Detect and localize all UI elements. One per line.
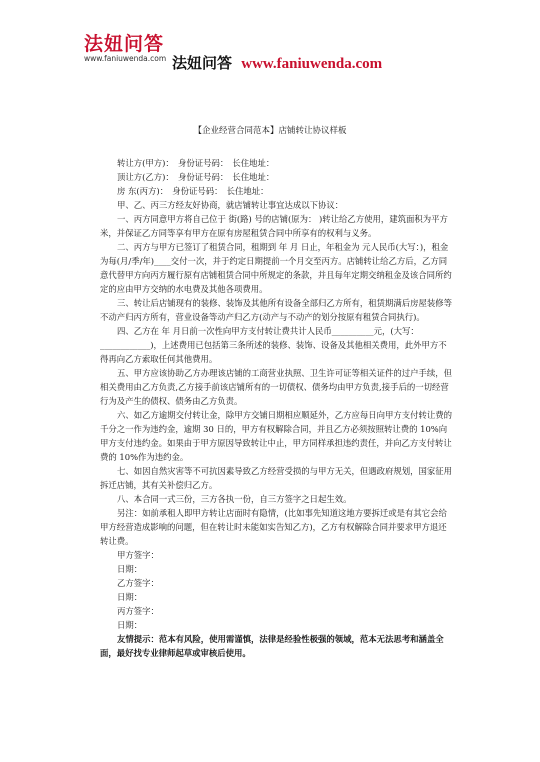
clause-paragraph: 八、本合同一式三份，三方各执一份，自三方签字之日起生效。 xyxy=(117,494,352,504)
clause-paragraph: 三、转让后店铺现有的装修、装饰及其他所有设备全部归乙方所有，租赁期满后房屋装修等不动产归丙方所有，营业设备等动产归乙方(动产与不动产的划分按原有租赁合同执行)。 xyxy=(100,298,452,322)
signature-line: 日期： xyxy=(117,620,143,630)
site-logo[interactable] xyxy=(84,34,168,63)
signature-line: 丙方签字： xyxy=(117,606,159,616)
tip-text: 范本有风险，使用需谨慎，法律是经验性极强的领域，范本无法思考和涵盖全面，最好找专业律师起草或审核后使用。 xyxy=(100,634,444,658)
tip-label: 友情提示： xyxy=(117,634,159,644)
intro-paragraph: 甲、乙、丙三方经友好协商，就店铺转让事宜达成以下协议： xyxy=(117,200,344,210)
brand-url[interactable]: www.faniuwenda.com xyxy=(241,56,383,72)
signature-line: 甲方签字： xyxy=(117,550,159,560)
clause-paragraph: 六、如乙方逾期交付转让金，除甲方交铺日期相应顺延外，乙方应每日向甲方支付转让费的千分之一作为违约金，逾期 30 日的，甲方有权解除合同，并且乙方必须按照转让费的 10%向甲方支付违约金。如果由于甲方原因导致转让中止，甲方同样承担违约责任，并向乙方支付转让费的 10%作为违约金。 xyxy=(100,410,452,462)
brand-header xyxy=(172,52,382,73)
clause-paragraph: 四、乙方在 年 月日前一次性向甲方支付转让费共计人民币__________元，(大写：____________)，上述费用已包括第三条所述的装修、装饰、设备及其他相关费用，此外甲方不得再向乙方索取任何其他费用。 xyxy=(100,326,447,364)
document-body xyxy=(100,156,453,660)
clause-paragraph: 二、丙方与甲方已签订了租赁合同，租期到 年 月 日止，年租金为 元人民币(大写：)，租金为每(月/季/年)____交付一次，并于约定日期提前一个月交至丙方。店铺转让给乙方后，乙方同意代替甲方向丙方履行原有店铺租赁合同中所规定的条款，并且每年定期交纳租金及该合同所约定的应由甲方交纳的水电费及其他各项费用。 xyxy=(100,242,452,294)
document-title: 【企业经营合同范本】店铺转让协议样板 xyxy=(193,126,347,136)
party-line: 顶让方(乙方)： 身份证号码： 长住地址： xyxy=(117,172,275,182)
clause-paragraph: 七、如因自然灾害等不可抗因素导致乙方经营受损的与甲方无关，但遇政府规划，国家征用拆迁店铺，其有关补偿归乙方。 xyxy=(100,466,452,490)
signature-line: 乙方签字： xyxy=(117,578,159,588)
logo-text: 法妞问答 xyxy=(84,33,165,55)
note-paragraph: 另注：如前承租人即甲方转让店面时有隐情，(比如事先知道这地方要拆迁或是有其它会给甲方经营造成影响的问题，但在转让时未能如实告知乙方)，乙方有权解除合同并要求甲方退还转让费。 xyxy=(100,508,447,546)
signature-line: 日期： xyxy=(117,564,143,574)
logo-url: www.faniuwenda.com xyxy=(84,54,167,63)
party-line: 转让方(甲方)： 身份证号码： 长住地址： xyxy=(117,158,275,168)
clause-paragraph: 五、甲方应该协助乙方办理该店铺的工商营业执照、卫生许可证等相关证件的过户手续，但相关费用由乙方负责,乙方接手前该店铺所有的一切债权、债务均由甲方负责,接手后的一切经营行为及产生的债权、债务由乙方负责。 xyxy=(100,368,452,406)
party-line: 房 东(丙方)： 身份证号码： 长住地址： xyxy=(117,186,269,196)
clause-paragraph: 一、丙方同意甲方将自己位于 街(路) 号的店铺(原为： )转让给乙方使用，建筑面积为平方米，并保证乙方同等享有甲方在原有房屋租赁合同中所享有的权利与义务。 xyxy=(100,214,448,238)
friendly-tip xyxy=(100,632,453,660)
signature-line: 日期： xyxy=(117,592,143,602)
brand-name: 法妞问答 xyxy=(172,54,233,72)
